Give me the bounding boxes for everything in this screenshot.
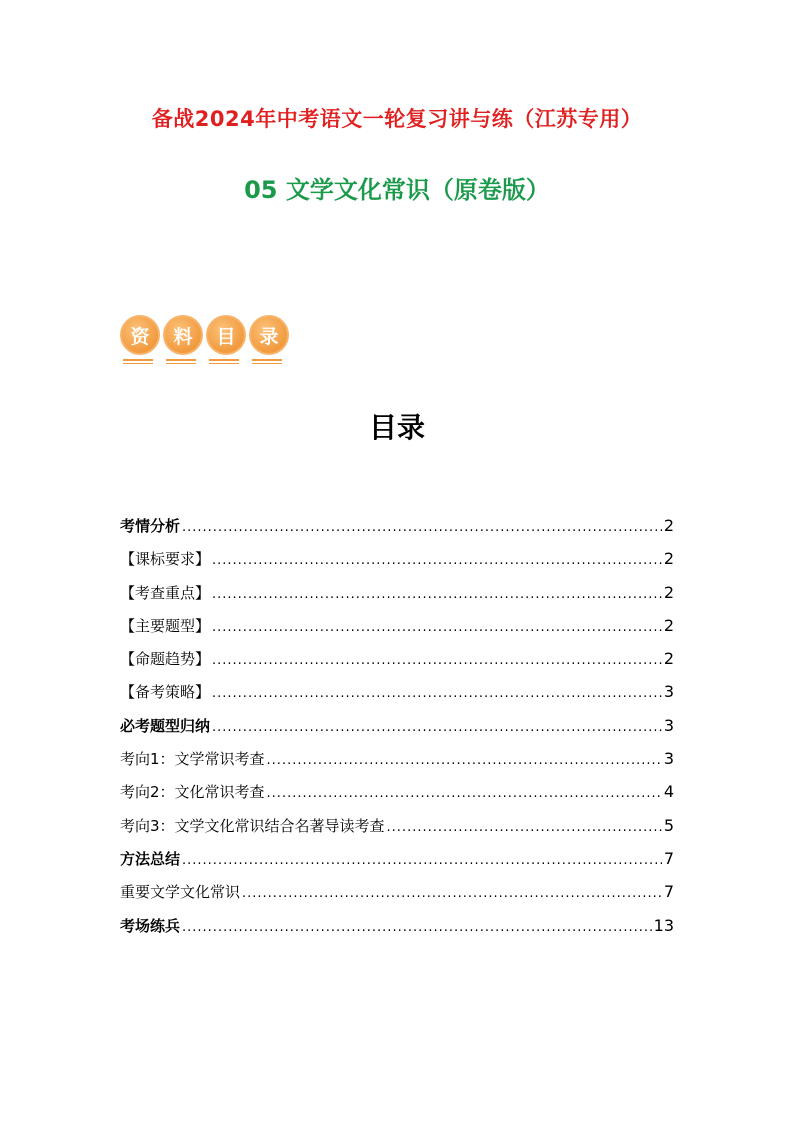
toc-entry-page: 3 bbox=[663, 682, 674, 702]
toc-entry[interactable] bbox=[120, 715, 674, 748]
toc-entry-page: 2 bbox=[663, 615, 674, 635]
toc-entry[interactable] bbox=[120, 681, 674, 714]
toc-entry[interactable] bbox=[120, 848, 674, 881]
document-subtitle: 05 文学文化常识（原卷版） bbox=[244, 176, 550, 204]
toc-entry-label: 【备考策略】 bbox=[120, 683, 211, 702]
toc-entry-page: 7 bbox=[663, 882, 674, 902]
toc-entry-page: 7 bbox=[663, 848, 674, 868]
toc-entry-page: 4 bbox=[663, 782, 674, 802]
toc-entry[interactable] bbox=[120, 815, 674, 848]
toc-entry[interactable] bbox=[120, 548, 674, 581]
badge-char: 资 bbox=[120, 315, 160, 355]
toc-dot-leader bbox=[212, 686, 662, 701]
toc-dot-leader bbox=[242, 886, 662, 901]
toc-dot-leader bbox=[182, 920, 652, 935]
badge-underline bbox=[120, 359, 289, 364]
toc-entry-page: 5 bbox=[663, 815, 674, 835]
toc-entry-label: 考向3：文学文化常识结合名著导读考查 bbox=[120, 816, 385, 835]
document-title: 备战2024年中考语文一轮复习讲与练（江苏专用） bbox=[151, 107, 643, 131]
toc-entry-page: 3 bbox=[663, 749, 674, 769]
toc-entry[interactable] bbox=[120, 615, 674, 648]
toc-dot-leader bbox=[212, 587, 662, 602]
toc-dot-leader bbox=[212, 720, 662, 735]
toc-entry-label: 考情分析 bbox=[120, 517, 181, 535]
toc-entry-label: 必考题型归纳 bbox=[120, 716, 211, 735]
badge-char: 目 bbox=[206, 315, 246, 355]
toc-heading: 目录 bbox=[368, 411, 425, 444]
toc-dot-leader bbox=[212, 553, 662, 568]
toc-entry-label: 方法总结 bbox=[120, 849, 181, 868]
toc-dot-leader bbox=[387, 820, 662, 835]
toc-entry-page: 2 bbox=[663, 516, 674, 535]
table-of-contents bbox=[120, 515, 674, 948]
toc-dot-leader bbox=[267, 786, 662, 801]
toc-entry[interactable] bbox=[120, 515, 674, 548]
badge-char: 料 bbox=[163, 315, 203, 355]
toc-dot-leader bbox=[267, 753, 662, 768]
toc-entry-label: 考场练兵 bbox=[120, 916, 181, 935]
toc-dot-leader bbox=[212, 620, 662, 635]
toc-entry[interactable] bbox=[120, 781, 674, 814]
toc-entry-page: 13 bbox=[653, 915, 674, 935]
toc-entry[interactable] bbox=[120, 582, 674, 615]
toc-entry-label: 【主要题型】 bbox=[120, 616, 211, 635]
toc-entry-label: 【课标要求】 bbox=[120, 550, 211, 569]
toc-entry[interactable] bbox=[120, 915, 674, 948]
toc-entry-label: 考向2：文化常识考查 bbox=[120, 783, 265, 802]
toc-dot-leader bbox=[212, 653, 662, 668]
contents-badge bbox=[120, 315, 289, 364]
toc-entry-page: 2 bbox=[663, 549, 674, 569]
toc-entry[interactable] bbox=[120, 748, 674, 781]
toc-entry-label: 【命题趋势】 bbox=[120, 650, 211, 669]
toc-dot-leader bbox=[182, 853, 662, 868]
toc-dot-leader bbox=[182, 520, 662, 535]
toc-entry-page: 3 bbox=[663, 715, 674, 735]
toc-entry-page: 2 bbox=[663, 649, 674, 669]
toc-entry-label: 【考查重点】 bbox=[120, 583, 211, 602]
toc-entry[interactable] bbox=[120, 648, 674, 681]
toc-entry[interactable] bbox=[120, 881, 674, 914]
toc-entry-label: 考向1：文学常识考查 bbox=[120, 750, 265, 769]
toc-entry-label: 重要文学文化常识 bbox=[120, 883, 241, 902]
badge-char: 录 bbox=[249, 315, 289, 355]
toc-entry-page: 2 bbox=[663, 582, 674, 602]
